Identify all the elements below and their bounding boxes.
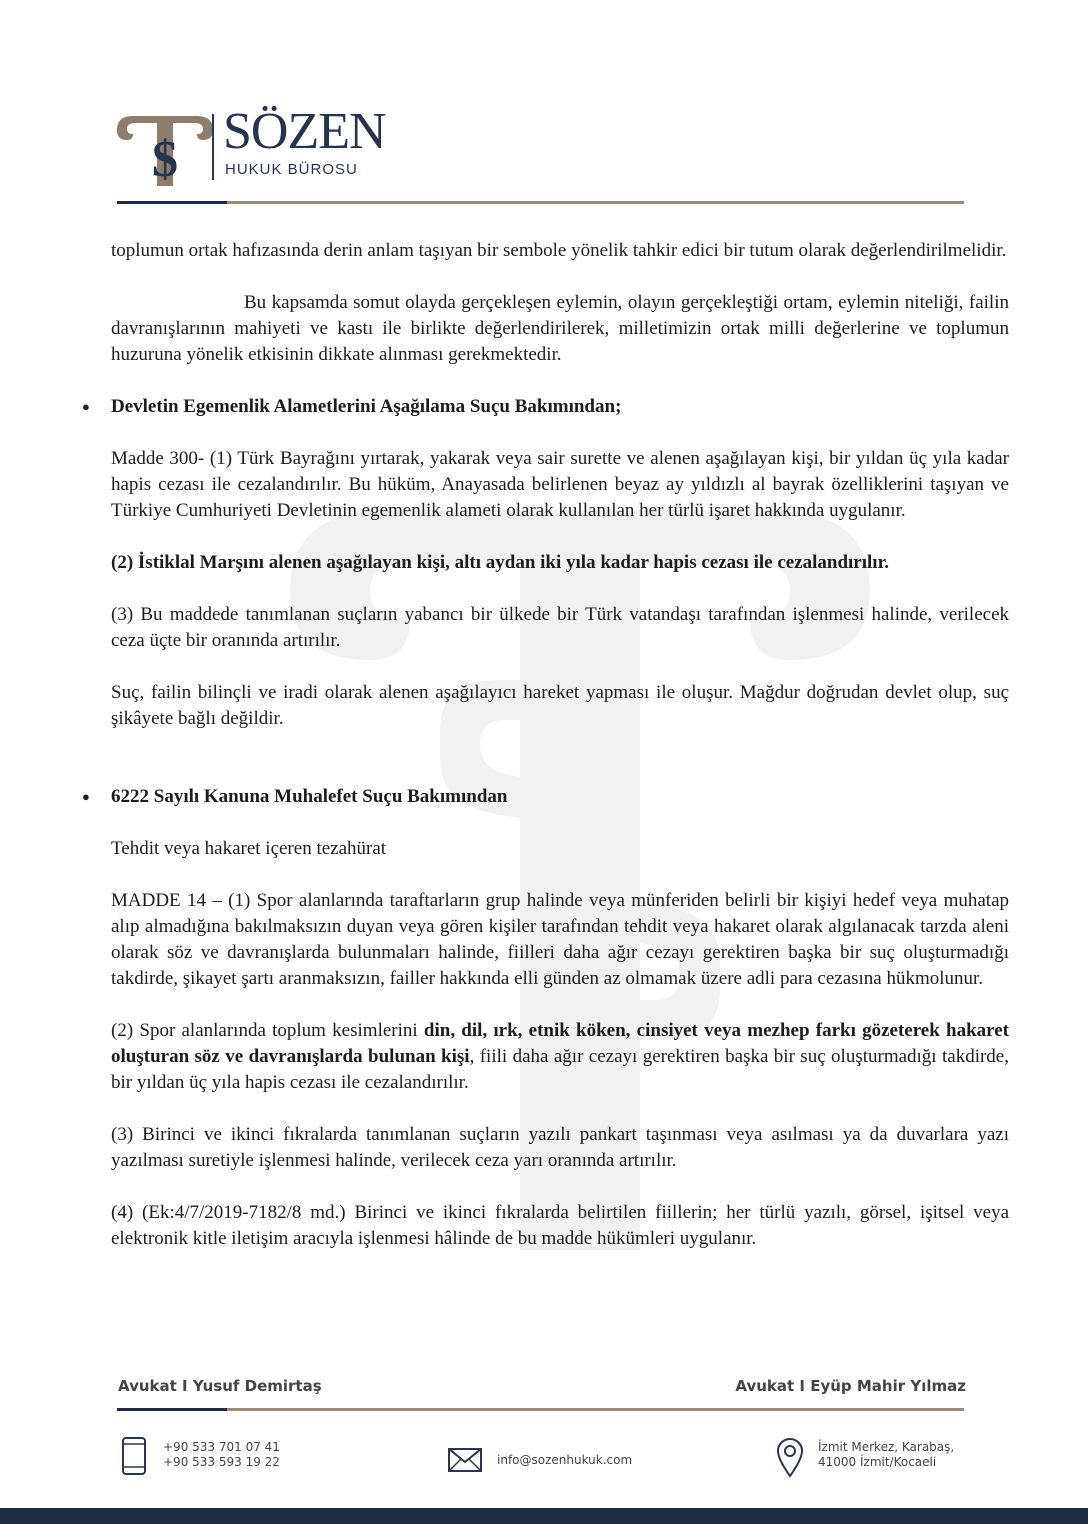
paragraph: Tehdit veya hakaret içeren tezahürat xyxy=(111,838,387,859)
logo-emblem-icon xyxy=(115,108,215,188)
paragraph: MADDE 14 – (1) Spor alanlarında taraftarların grup halinde veya münferiden belirli bir kişiyi hedef veya muhatap alıp almadığına bakılmaksızın duyan veya gören kişiler tarafından tehdit veya hakaret olarak algılanacak tarzda aleni olarak söz ve davranışlarda bulunmaları halinde, fiilleri daha ağır cezayı gerektiren başka bir suç oluşturmadığı takdirde, şikayet şartı aranmaksızın, failler hakkında elli günden az olmamak üzere adli para cezasına hükmolunur. xyxy=(111,890,1009,989)
phone-icon xyxy=(120,1436,148,1476)
svg-text:$: $ xyxy=(152,131,178,188)
footer-bar xyxy=(0,1508,1088,1524)
paragraph: toplumun ortak hafızasında derin anlam taşıyan bir sembole yönelik tahkir edici bir tutum olarak değerlendirilmelidir. xyxy=(111,240,1007,261)
lawyer-right: Avukat I Eyüp Mahir Yılmaz xyxy=(735,1377,966,1395)
paragraph: Bu kapsamda somut olayda gerçekleşen eylemin, olayın gerçekleştiği ortam, eylemin niteliği, failin davranışlarının mahiyeti ve kastı ile birlikte değerlendirilerek, milletimizin ortak milli değerlerine ve toplumun huzuruna yönelik etkisinin dikkate alınması gerekmektedir. xyxy=(111,292,1009,365)
phone-number[interactable]: +90 533 701 07 41 xyxy=(163,1440,280,1454)
paragraph-bold: (2) İstiklal Marşını alenen aşağılayan kişi, altı aydan iki yıla kadar hapis cezası ile cezalandırılır. xyxy=(111,552,890,573)
address-line: 41000 İzmit/Kocaeli xyxy=(818,1455,937,1469)
text-run: (2) Spor alanlarında toplum kesimlerini xyxy=(111,1020,424,1041)
section-heading: ● 6222 Sayılı Kanuna Muhalefet Suçu Bakımından xyxy=(111,784,1009,810)
text-run-bold: din, dil, ırk, etnik köken, cinsiyet veya mezhep farkı gözeterek hakaret oluşturan söz ve davranışlarda bulunan kişi xyxy=(111,1020,1010,1067)
paragraph: Madde 300- (1) Türk Bayrağını yırtarak, yakarak veya sair surette ve alenen aşağılayan kişi, bir yıldan üç yıla kadar hapis cezası ile cezalandırılır. Bu hüküm, Anayasada belirlenen beyaz ay yıldızlı al bayrak özelliklerini taşıyan ve Türkiye Cumhuriyeti Devletinin egemenlik alameti olarak kullanılan her türlü işaret hakkında uygulanır. xyxy=(111,448,1009,521)
brand-subtitle: HUKUK BÜROSU xyxy=(225,161,358,178)
paragraph: (4) (Ek:4/7/2019-7182/8 md.) Birinci ve ikinci fıkralarda belirtilen fiillerin; her türlü yazılı, görsel, işitsel veya elektronik kitle iletişim aracıyla işlenmesi hâlinde de bu madde hükümleri uygulanır. xyxy=(111,1202,1009,1249)
paragraph: (3) Bu maddede tanımlanan suçların yabancı bir ülkede bir Türk vatandaşı tarafından işlenmesi halinde, verilecek ceza üçte bir oranında artırılır. xyxy=(111,604,1009,651)
document-body xyxy=(111,238,1009,1252)
brand-name: SÖZEN xyxy=(223,103,386,160)
text-run: , fiili daha ağır cezayı gerektiren başka bir suç oluşturmadığı takdirde, bir yıldan üç yıla hapis cezası ile cezalandırılır. xyxy=(111,1046,1009,1093)
location-pin-icon xyxy=(775,1436,805,1478)
letterhead xyxy=(115,98,965,208)
paragraph: Suç, failin bilinçli ve iradi olarak alenen aşağılayıcı hareket yapması ile oluşur. Mağdur doğrudan devlet olup, suç şikâyete bağlı değildir. xyxy=(111,682,1009,729)
footer-rule xyxy=(117,1408,964,1411)
lawyer-left: Avukat I Yusuf Demirtaş xyxy=(118,1377,322,1395)
paragraph xyxy=(111,1018,1009,1096)
mail-icon xyxy=(447,1446,483,1474)
email-link[interactable]: info@sozenhukuk.com xyxy=(497,1453,633,1467)
section-heading: ● Devletin Egemenlik Alametlerini Aşağılama Suçu Bakımından; xyxy=(111,394,1009,420)
logo-divider xyxy=(212,114,214,180)
paragraph: (3) Birinci ve ikinci fıkralarda tanımlanan suçların yazılı pankart taşınması veya asılması ya da duvarlara yazı yazılması suretiyle işlenmesi halinde, verilecek ceza yarı oranında artırılır. xyxy=(111,1124,1009,1171)
phone-number[interactable]: +90 533 593 19 22 xyxy=(163,1455,280,1469)
address-line: İzmit Merkez, Karabaş, xyxy=(818,1440,955,1454)
